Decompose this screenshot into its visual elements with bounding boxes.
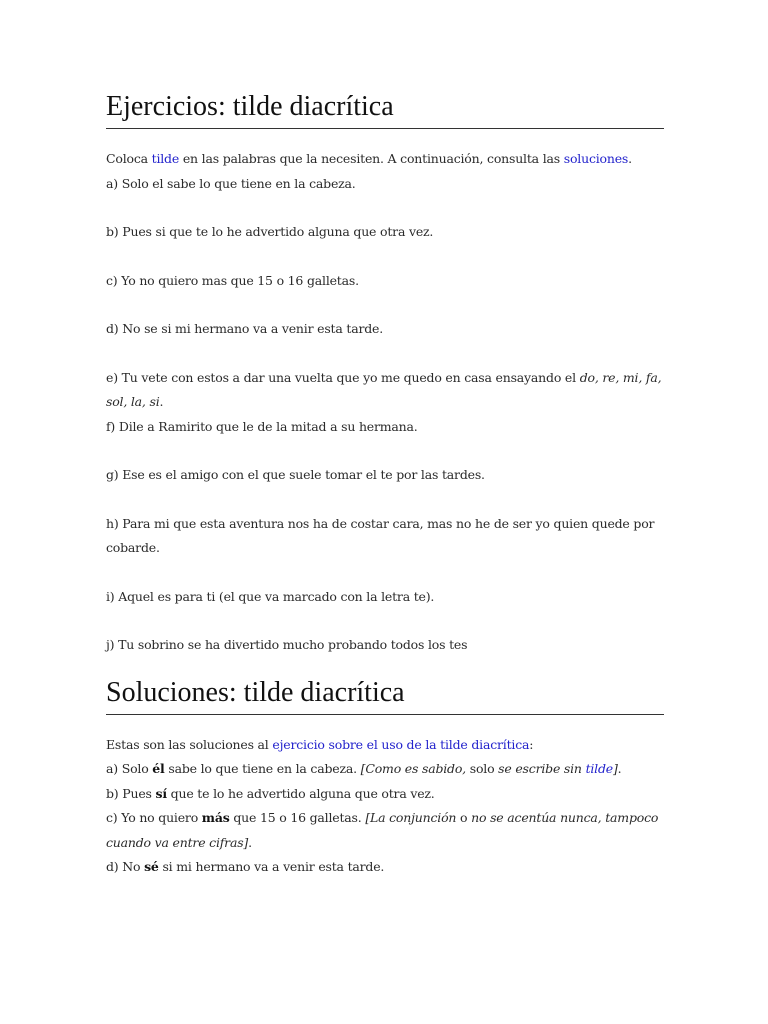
- exercise-item-g: g) Ese es el amigo con el que suele tomar el te por las tardes.: [106, 467, 485, 482]
- solution-text: d) No: [106, 859, 145, 874]
- exercises-title: Ejercicios: tilde diacrítica: [106, 90, 664, 129]
- solution-bold: él: [152, 761, 165, 776]
- solution-note: ]: [612, 761, 618, 776]
- solution-text: c) Yo no quiero: [106, 810, 202, 825]
- solutions-intro: [106, 733, 664, 758]
- exercise-item-c: c) Yo no quiero mas que 15 o 16 galletas.: [106, 272, 359, 288]
- solution-text: solo: [465, 761, 499, 776]
- exercise-text: e) Tu vete con estos a dar una vuelta que yo me quedo en casa ensayando el: [106, 369, 580, 385]
- solution-text: si mi hermano va a venir esta tarde.: [158, 859, 385, 874]
- solution-note: no se acentúa nunca, tampoco cuando va entre cifras]: [106, 810, 659, 850]
- exercise-item-d: d) No se si mi hermano va a venir esta tarde.: [106, 321, 384, 336]
- solution-item-d: [106, 855, 664, 880]
- exercise-item-b: b) Pues si que te lo he advertido alguna que otra vez.: [106, 224, 434, 239]
- solution-text: que 15 o 16 galletas.: [229, 810, 366, 825]
- tilde-link[interactable]: [586, 761, 613, 776]
- solutions-title: Soluciones: tilde diacrítica: [106, 676, 664, 715]
- solution-note: [Como es sabido,: [360, 761, 466, 776]
- exercise-link[interactable]: ejercicio sobre el uso de la tilde diacrítica: [272, 736, 530, 752]
- intro-text: en las palabras que la necesiten. A continuación, consulta las: [179, 151, 564, 166]
- intro-text: Coloca: [106, 151, 152, 166]
- exercise-item-i: i) Aquel es para ti (el que va marcado con la letra te).: [106, 588, 435, 604]
- exercise-item-h: h) Para mi que esta aventura nos ha de costar cara, mas no he de ser yo quien quede por cobarde.: [106, 515, 655, 555]
- exercise-italic: do, re, mi, fa, sol, la, si: [106, 369, 662, 409]
- exercise-text: .: [159, 394, 164, 409]
- solution-text: .: [248, 834, 252, 850]
- solution-text: o: [460, 810, 468, 825]
- tilde-link[interactable]: tilde: [151, 151, 180, 166]
- solution-text: a) Solo: [106, 761, 153, 776]
- solution-item-c: [106, 806, 664, 855]
- intro-text: Estas son las soluciones al: [106, 736, 273, 752]
- solution-text: que te lo he advertido alguna que otra vez.: [166, 785, 435, 801]
- solution-text: b) Pues: [106, 785, 156, 801]
- solution-text: .: [617, 761, 622, 776]
- solution-text: sabe lo que tiene en la cabeza.: [164, 761, 361, 776]
- solution-bold: sí: [155, 785, 167, 801]
- solution-item-a: [106, 757, 664, 782]
- solution-bold: más: [201, 810, 230, 825]
- exercises-section: [106, 90, 664, 658]
- solution-note: [La conjunción: [365, 810, 461, 825]
- exercises-intro: [106, 147, 664, 172]
- exercise-item-a: a) Solo el sabe lo que tiene en la cabeza.: [106, 175, 356, 191]
- article: [106, 90, 664, 880]
- solution-item-b: [106, 782, 664, 807]
- intro-text: .: [628, 151, 632, 166]
- intro-text: :: [529, 736, 534, 752]
- tilde-link-text: tilde: [585, 761, 613, 776]
- solutions-section: [106, 676, 664, 880]
- exercise-item-f: f) Dile a Ramirito que le de la mitad a su hermana.: [106, 418, 418, 434]
- solutions-link[interactable]: soluciones: [563, 151, 629, 166]
- exercise-item-j: j) Tu sobrino se ha divertido mucho probando todos los tes: [106, 637, 468, 652]
- solution-note: se escribe sin: [498, 761, 586, 776]
- solution-bold: sé: [144, 859, 159, 874]
- exercise-item-e: [106, 366, 664, 415]
